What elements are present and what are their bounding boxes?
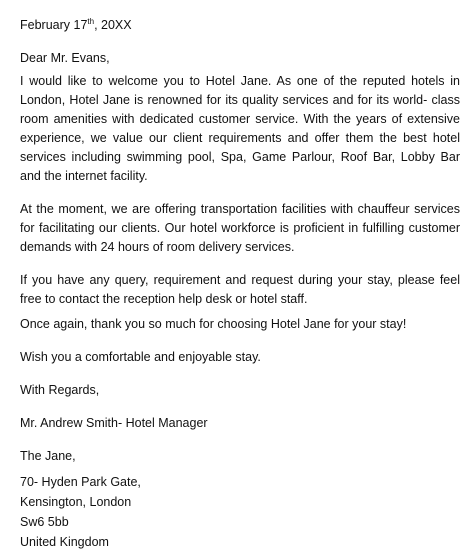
- paragraph-wish: Wish you a comfortable and enjoyable stay.: [20, 350, 261, 364]
- paragraph-welcome: I would like to welcome you to Hotel Jane. As one of the reputed hotels in London, Hotel Jane is renowned for its quality services and for its world- class room amenities with dedicated customer service. With the years of extensive experience, we value our client requirements and offer them the best hotel services including swimming pool, Spa, Game Parlour, Roof Bar, Lobby Bar and the internet facility.: [20, 74, 460, 183]
- paragraph-query: If you have any query, requirement and request during your stay, please feel free to contact the reception help desk or hotel staff.: [20, 273, 460, 306]
- address-street: 70- Hyden Park Gate,: [20, 475, 141, 489]
- paragraph-transport: At the moment, we are offering transportation facilities with chauffeur services for facilitating our clients. Our hotel workforce is proficient in fulfilling customer demands with 24 hours of room delivery services.: [20, 202, 460, 254]
- date-year: , 20XX: [94, 18, 132, 32]
- letter-date: [20, 16, 460, 35]
- address-city: Kensington, London: [20, 495, 132, 509]
- paragraph-thanks: Once again, thank you so much for choosing Hotel Jane for your stay!: [20, 317, 407, 331]
- letter-closing: With Regards,: [20, 383, 100, 397]
- letter-body: [20, 16, 460, 552]
- date-day: February 17: [20, 18, 88, 32]
- address-postcode: Sw6 5bb: [20, 515, 69, 529]
- letter-address: [20, 472, 460, 552]
- letter-signer: Mr. Andrew Smith- Hotel Manager: [20, 416, 208, 430]
- letter-organization: The Jane,: [20, 449, 76, 463]
- letter-greeting: Dear Mr. Evans,: [20, 51, 110, 65]
- address-country: United Kingdom: [20, 535, 109, 549]
- date-ordinal: th: [87, 16, 95, 26]
